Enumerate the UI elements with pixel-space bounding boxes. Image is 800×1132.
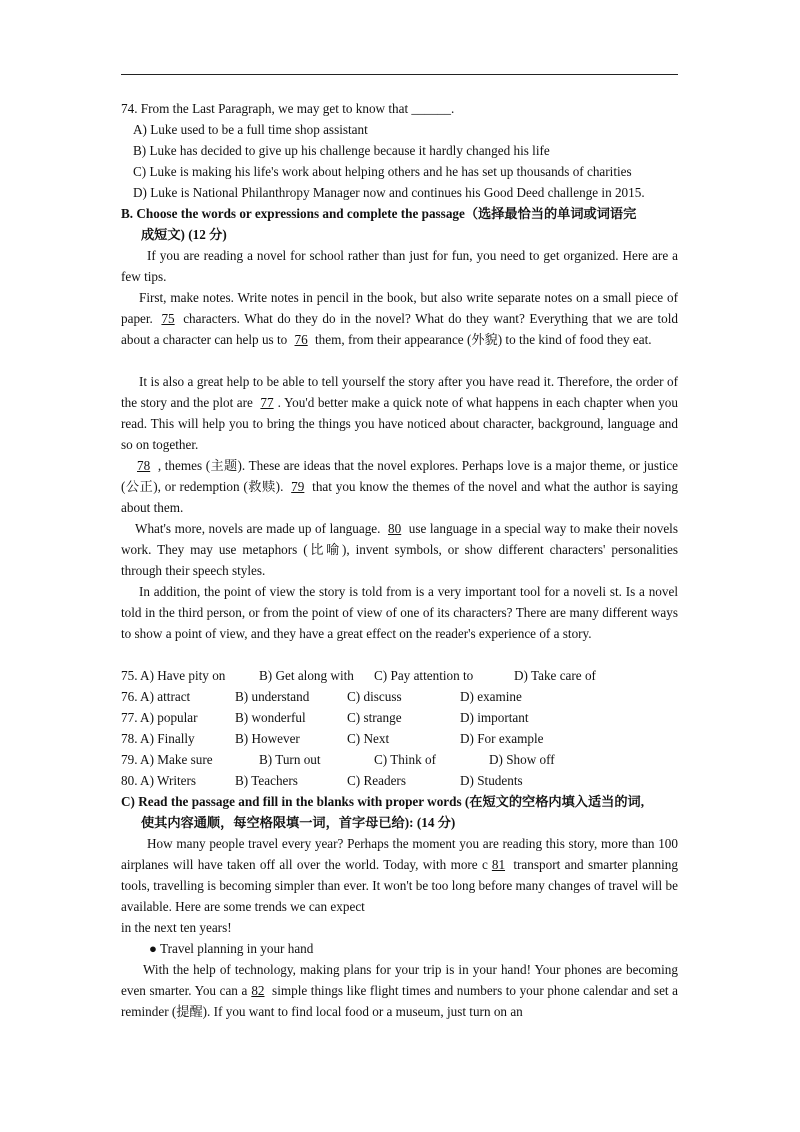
q76-b: B) understand	[235, 689, 310, 704]
blank-76: 76	[294, 332, 308, 347]
page-content	[121, 98, 678, 1043]
q78-c: C) Next	[347, 731, 390, 746]
q77-options	[121, 707, 678, 728]
q77-b: B) wonderful	[235, 710, 306, 725]
q75-c: C) Pay attention to	[374, 668, 474, 683]
blank-75: 75	[161, 311, 175, 326]
q79-options	[121, 749, 678, 770]
section-c-heading-cont: 使其内容通顺，每空格限填一词，首字母已给): (14 分)	[141, 815, 456, 830]
header-rule	[121, 74, 678, 75]
q79-a: 79. A) Make sure	[121, 752, 213, 767]
section-c-paragraph-2: With the help of technology, making plans for your trip is in your hand! Your phones are becoming even smarter. You can a 82 simple things like flight times and numbers to your phone calendar and set a reminder (提醒). If you want to find local food or a museum, just turn on an	[121, 962, 678, 1019]
q76-d: D) examine	[460, 689, 522, 704]
section-c-paragraph-1-end: in the next ten years!	[121, 920, 232, 935]
blank-81: 81	[491, 857, 506, 872]
q80-b: B) Teachers	[235, 773, 298, 788]
blank-78: 78	[137, 458, 151, 473]
section-b-heading: B. Choose the words or expressions and complete the passage（选择最恰当的单词或词语完	[121, 206, 637, 221]
q78-d: D) For example	[460, 731, 544, 746]
q79-d: D) Show off	[489, 752, 555, 767]
q75-options	[121, 665, 678, 686]
q74-option-d: D) Luke is National Philanthropy Manager now and continues his Good Deed challenge in 2015.	[133, 185, 645, 200]
blank-79: 79	[291, 479, 305, 494]
q76-a: 76. A) attract	[121, 689, 191, 704]
section-c-bullet-item: ● Travel planning in your hand	[149, 941, 314, 956]
section-b-paragraph-3: It is also a great help to be able to tell yourself the story after you have read it. Therefore, the order of the story and the plot are 77 . You'd better make a quick note of what happens in each chapter when you read. This will help you to bring the things you have noticed about character, background, language and so on together.	[121, 374, 678, 452]
section-b-heading-cont: 成短文) (12 分)	[141, 227, 227, 242]
q80-d: D) Students	[460, 773, 523, 788]
blank-80: 80	[388, 521, 402, 536]
q77-c: C) strange	[347, 710, 402, 725]
section-b-paragraph-5: What's more, novels are made up of language. 80 use language in a special way to make their novels work. They may use metaphors (比喻), invent symbols, or show different characters' personalities through their speech styles.	[121, 521, 678, 578]
section-b-paragraph-6: In addition, the point of view the story is told from is a very important tool for a noveli st. Is a novel told in the third person, or from the point of view of one of its characters? There are many different ways to show a point of view, and they have a great effect on the reader's experience of a story.	[121, 584, 678, 641]
section-c-heading: C) Read the passage and fill in the blanks with proper words (在短文的空格内填入适当的词,	[121, 794, 645, 809]
q74-option-c: C) Luke is making his life's work about helping others and he has set up thousands of charities	[133, 164, 632, 179]
q75-d: D) Take care of	[514, 668, 596, 683]
section-b-paragraph-1: If you are reading a novel for school rather than just for fun, you need to get organized. Here are a few tips.	[121, 248, 678, 284]
q80-options	[121, 770, 678, 791]
q74-stem: 74. From the Last Paragraph, we may get to know that ______.	[121, 101, 455, 116]
q75-a: 75. A) Have pity on	[121, 668, 226, 683]
q75-b: B) Get along with	[259, 668, 354, 683]
blank-82: 82	[251, 983, 265, 998]
q74-option-b: B) Luke has decided to give up his challenge because it hardly changed his life	[133, 143, 550, 158]
q76-options	[121, 686, 678, 707]
q78-b: B) However	[235, 731, 300, 746]
q76-c: C) discuss	[347, 689, 402, 704]
section-b-paragraph-2: First, make notes. Write notes in pencil in the book, but also write separate notes on a small piece of paper. 75 characters. What do they do in the novel? What do they want? Everything that we are told about a character can help us to 76 them, from their appearance (外貌) to the kind of food they eat.	[121, 290, 679, 347]
q78-options	[121, 728, 678, 749]
section-b-paragraph-4: 78 , themes (主题). These are ideas that the novel explores. Perhaps love is a major theme, or justice (公正), or redemption (救赎). 79 that you know the themes of the novel and what the author is saying about them.	[121, 458, 678, 515]
q80-a: 80. A) Writers	[121, 773, 197, 788]
q74-option-a: A) Luke used to be a full time shop assistant	[133, 122, 368, 137]
q77-d: D) important	[460, 710, 529, 725]
q80-c: C) Readers	[347, 773, 406, 788]
section-c-paragraph-1: How many people travel every year? Perhaps the moment you are reading this story, more than 100 airplanes will have taken off all over the world. Today, with more c 81 transport and smarter planning tools, travelling is becoming simpler than ever. It won't be too long before many changes of travel will be available. Here are some trends we can expect	[121, 836, 678, 914]
blank-77: 77	[260, 395, 274, 410]
q79-b: B) Turn out	[259, 752, 321, 767]
q78-a: 78. A) Finally	[121, 731, 195, 746]
q77-a: 77. A) popular	[121, 710, 198, 725]
q79-c: C) Think of	[374, 752, 437, 767]
